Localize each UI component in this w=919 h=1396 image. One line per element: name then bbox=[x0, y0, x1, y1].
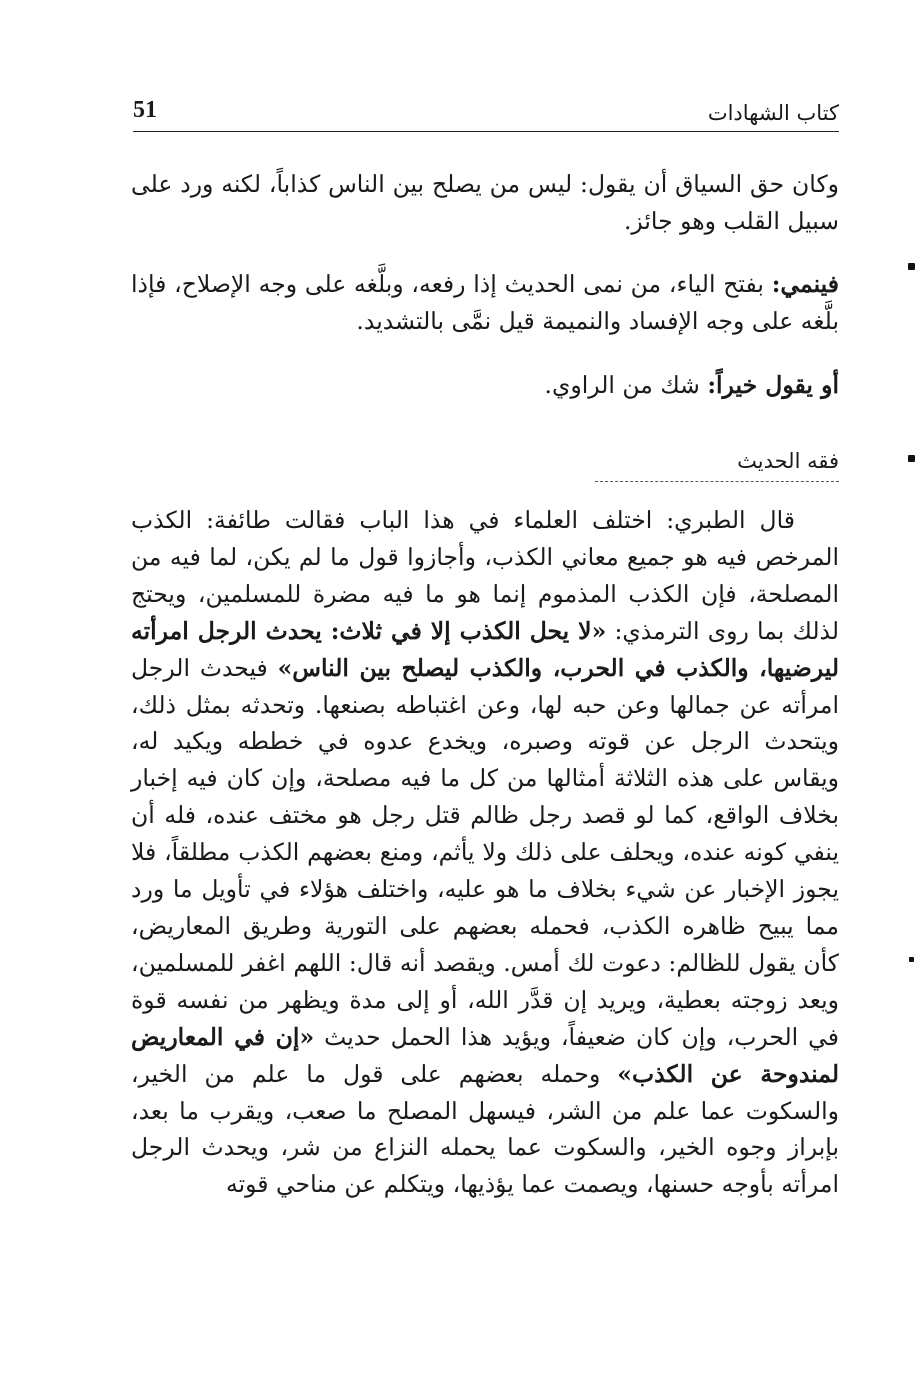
section-body bbox=[131, 502, 839, 1203]
section-heading: فقه الحديث bbox=[737, 449, 839, 473]
intro-paragraph-2 bbox=[131, 266, 839, 339]
term-finami: فينمي: bbox=[771, 270, 839, 298]
term-aw-yaqul-khayran: أو يقول خيراً: bbox=[707, 371, 839, 399]
intro-paragraph-2-text: بفتح الياء، من نمى الحديث إذا رفعه، وبلَّغه على وجه الإصلاح، فإذا بلَّغه على وجه الإفساد والنميمة قيل نمَّى بالتشديد. bbox=[131, 270, 839, 335]
margin-mark bbox=[908, 455, 915, 462]
intro-paragraph-3-text: شك من الراوي. bbox=[544, 371, 708, 399]
running-header bbox=[133, 93, 839, 131]
header-rule bbox=[133, 131, 839, 132]
hadith-quote-1: «لا يحل الكذب إلا في ثلاث: يحدث الرجل امرأته ليرضيها، والكذب في الحرب، والكذب ليصلح بين الناس» bbox=[131, 616, 839, 682]
section-heading-rule bbox=[595, 481, 839, 482]
intro-paragraph-1-text: وكان حق السياق أن يقول: ليس من يصلح بين الناس كذاباً، لكنه ورد على سبيل القلب وهو جائز. bbox=[131, 170, 839, 235]
intro-paragraph-1 bbox=[131, 166, 839, 239]
hadith-quote-2: «إن في المعاريض لمندوحة عن الكذب» bbox=[131, 1022, 839, 1088]
intro-paragraph-3 bbox=[131, 367, 839, 404]
running-title: كتاب الشهادات bbox=[707, 101, 839, 125]
page-number: 51 bbox=[133, 97, 157, 123]
body-text-3: وحمله بعضهم على قول ما علم من الخير، والسكوت عما علم من الشر، فيسهل المصلح ما صعب، ويقرب ما بعد، بإبراز وجوه الخير، والسكوت عما يحمله النزاع من شر، ويحدث الرجل امرأته بأوجه حسنها، ويصمت عما يؤذيها، ويتكلم عن مناحي قوته bbox=[131, 1059, 839, 1199]
margin-mark bbox=[909, 957, 914, 962]
body-text-2: فيحدث الرجل امرأته عن جمالها وعن حبه لها، وعن اغتباطه بصنعها. وتحدثه بمثل ذلك، ويتحدث الرجل عن قوته وصبره، ويخدع عدوه في خططه ويكيد له، ويقاس على هذه الثلاثة أمثالها من كل ما فيه مصلحة، وإن كان فيه إخبار بخلاف الواقع، كما لو قصد رجل ظالم قتل رجل هو مختف عنده، فله أن ينفي كونه عنده، ويحلف على ذلك ولا يأثم، ومنع بعضهم الكذب مطلقاً، فلا يجوز الإخبار عن شيء بخلاف ما هو عليه، واختلف هؤلاء في تأويل ما ورد مما يبيح ظاهره الكذب، فحمله بعضهم على التورية وطريق المعاريض، كأن يقول للظالم: دعوت لك أمس. ويقصد أنه قال: اللهم اغفر للمسلمين، ويعد زوجته بعطية، ويريد إن قدَّر الله، أو إلى مدة ويظهر من نفسه قوة في الحرب، وإن كان ضعيفاً، ويؤيد هذا الحمل حديث bbox=[131, 653, 839, 1051]
body-text-1: قال الطبري: اختلف العلماء في هذا الباب فقالت طائفة: الكذب المرخص فيه هو جميع معاني الكذب، وأجازوا قول ما لم يكن، لما فيه من المصلحة، فإن الكذب المذموم إنما هو ما فيه مضرة للمسلمين، ويحتج لذلك بما روى الترمذي: bbox=[131, 506, 840, 645]
margin-mark bbox=[908, 263, 915, 270]
